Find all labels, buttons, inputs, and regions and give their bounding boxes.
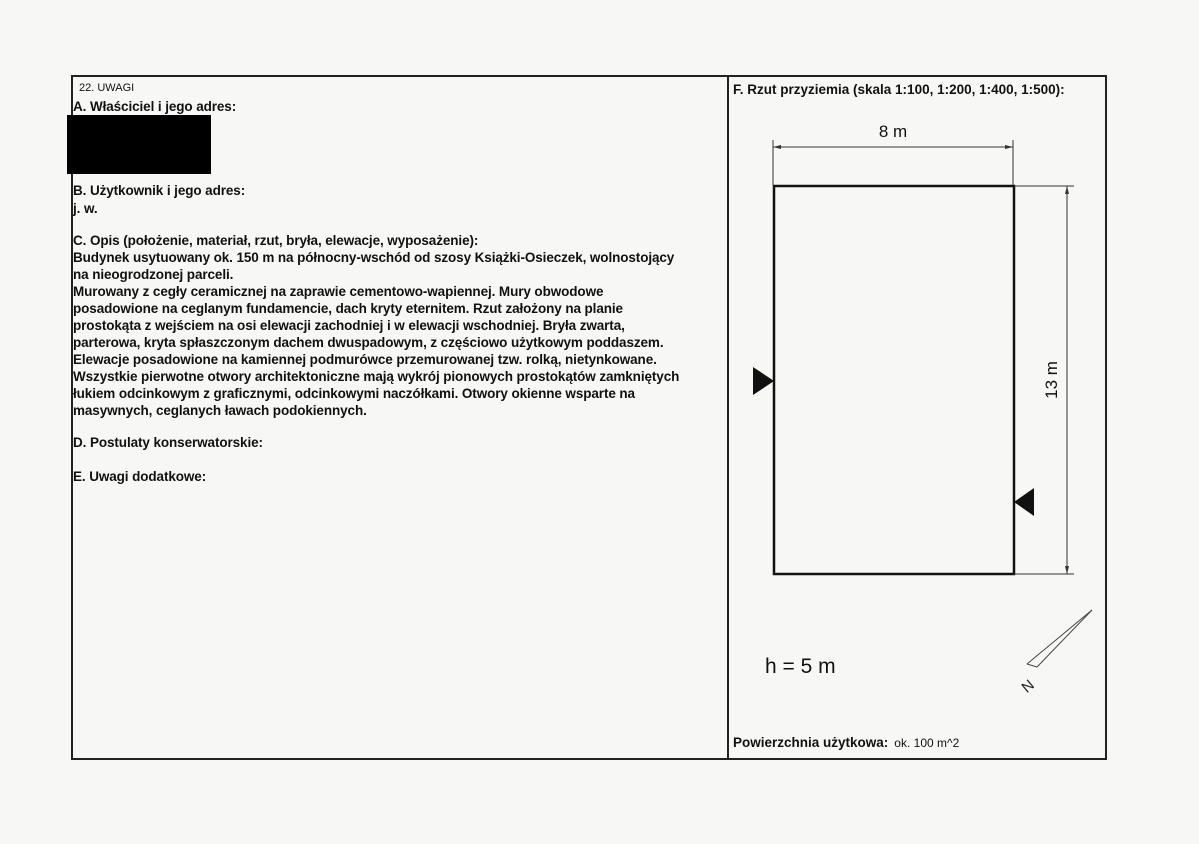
conservation-postulates-label: D. Postulaty konserwatorskie:	[73, 435, 263, 450]
usable-area-value: ok. 100 m^2	[894, 736, 960, 750]
width-label: 8 m	[878, 122, 908, 141]
description-line: Wszystkie pierwotne otwory architektoniczne mają wykrój pionowych prostokątów zamkniętych	[73, 369, 680, 384]
north-label: N	[1018, 676, 1038, 697]
description-line: Budynek usytuowany ok. 150 m na północny-wschód od szosy Książki-Osieczek, wolnostojący	[73, 250, 675, 265]
description-line: Murowany z cegły ceramicznej na zaprawie cementowo-wapiennej. Mury obwodowe	[73, 284, 604, 299]
building-outline	[774, 186, 1014, 574]
user-value: j. w.	[73, 201, 98, 216]
additional-remarks-label: E. Uwagi dodatkowe:	[73, 469, 207, 484]
east-entrance-marker	[1014, 488, 1034, 516]
length-label: 13 m	[1042, 361, 1061, 399]
description-line: na nieogrodzonej parceli.	[73, 267, 234, 282]
description-line: posadowione na ceglanym fundamencie, dach kryty eternitem. Rzut założony na planie	[73, 301, 623, 316]
dimension-arrow	[1005, 145, 1013, 149]
description-line: masywnych, ceglanych ławach podokiennych.	[73, 403, 367, 418]
floor-plan-title: F. Rzut przyziemia (skala 1:100, 1:200, 1:400, 1:500):	[733, 82, 1065, 97]
dimension-arrow	[1065, 566, 1069, 574]
height-label: h = 5 m	[765, 655, 836, 678]
field-number-label: 22. UWAGI	[79, 82, 135, 94]
description-line: prostokąta z wejściem na osi elewacji zachodniej i w elewacji wschodniej. Bryła zwarta,	[73, 318, 625, 333]
dimension-arrow	[1065, 186, 1069, 194]
description-line: Elewacje posadowione na kamiennej podmurówce przemurowanej tzw. rolką, nietynkowane.	[73, 352, 657, 367]
description-line: łukiem odcinkowym z graficznymi, odcinkowymi naczółkami. Otwory okienne wsparte na	[73, 386, 635, 401]
description-label: C. Opis (położenie, materiał, rzut, bryła, elewacje, wyposażenie):	[73, 233, 479, 248]
usable-area	[733, 734, 959, 752]
dimension-arrow	[773, 145, 781, 149]
description-line: parterowa, kryta spłaszczonym dachem dwuspadowym, z częściowo użytkowym poddaszem.	[73, 335, 664, 350]
west-entrance-marker	[753, 367, 774, 395]
user-label: B. Użytkownik i jego adres:	[73, 183, 246, 198]
usable-area-label: Powierzchnia użytkowa:	[733, 735, 889, 750]
north-arrow-icon	[1018, 610, 1092, 697]
owner-label: A. Właściciel i jego adres:	[73, 99, 237, 114]
